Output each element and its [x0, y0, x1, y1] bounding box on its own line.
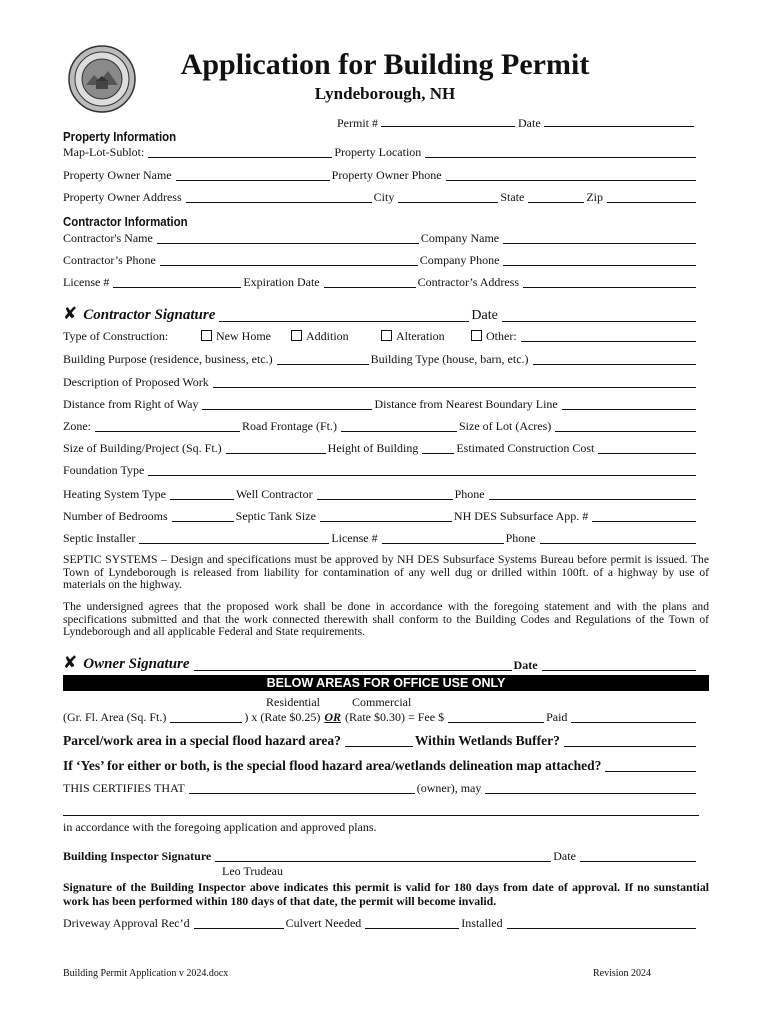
- heating-row: [63, 487, 698, 502]
- checkbox-icon: [381, 330, 392, 341]
- certifies-blank-line[interactable]: [63, 815, 699, 816]
- building-size-row: [63, 441, 698, 456]
- purpose-row: [63, 352, 698, 367]
- date-label: Date: [518, 116, 541, 130]
- distance-boundary-label: Distance from Nearest Boundary Line: [374, 397, 558, 411]
- area-field[interactable]: [170, 711, 242, 723]
- map-lot-field[interactable]: [148, 146, 332, 158]
- map-attached-label: If ‘Yes’ for either or both, is the special flood hazard area/wetlands delineation map attached?: [63, 758, 602, 773]
- lot-size-field[interactable]: [555, 420, 696, 432]
- residential-label: Residential: [266, 695, 320, 709]
- wetlands-label: Within Wetlands Buffer?: [414, 733, 560, 748]
- rate1-label: ) x (Rate $0.25): [244, 710, 321, 724]
- city-field[interactable]: [398, 191, 498, 203]
- distance-boundary-field[interactable]: [562, 398, 696, 410]
- owner-date-label: Date: [513, 658, 538, 672]
- description-label: Description of Proposed Work: [63, 375, 209, 389]
- well-label: Well Contractor: [235, 487, 313, 501]
- property-location-label: Property Location: [334, 145, 422, 159]
- contractor-name-field[interactable]: [157, 232, 419, 244]
- page-subtitle: Lyndeborough, NH: [314, 84, 456, 103]
- owner-address-label: Property Owner Address: [63, 190, 182, 204]
- office-use-banner: BELOW AREAS FOR OFFICE USE ONLY: [63, 675, 709, 691]
- certifies-row: [63, 781, 698, 796]
- contractor-phone-row: [63, 253, 698, 268]
- contractor-sig-date-label: Date: [471, 308, 498, 323]
- accordance-text: in accordance with the foregoing application and approved plans.: [63, 820, 377, 834]
- foundation-row: [63, 463, 698, 478]
- property-heading: Property Information: [63, 129, 177, 144]
- property-location-field[interactable]: [425, 146, 696, 158]
- contractor-phone-field[interactable]: [160, 254, 418, 266]
- owner-name-row: [63, 168, 698, 183]
- rate2-label: (Rate $0.30) = Fee $: [345, 710, 445, 724]
- company-phone-field[interactable]: [503, 254, 696, 266]
- city-label: City: [373, 190, 395, 204]
- septic-phone-label: Phone: [505, 531, 536, 545]
- contractor-phone-label: Contractor’s Phone: [63, 253, 156, 267]
- area-label: (Gr. Fl. Area (Sq. Ft.): [63, 710, 167, 724]
- permit-field[interactable]: [381, 115, 515, 127]
- agreement-notice: The undersigned agrees that the proposed work shall be done in accordance with the foregoing statement and with the plans and specifications submitted and that the work connected therewith shall conform to the Building Codes and Regulations of the Town of Lyndeborough and all applicable Federal and State requirements.: [63, 600, 709, 639]
- description-field[interactable]: [213, 376, 696, 388]
- heating-label: Heating System Type: [63, 487, 166, 501]
- checkbox-icon: [291, 330, 302, 341]
- permit-row: [337, 115, 694, 131]
- x-mark-icon: ✘: [63, 304, 78, 324]
- building-size-label: Size of Building/Project (Sq. Ft.): [63, 441, 222, 455]
- building-type-field[interactable]: [533, 353, 696, 365]
- certifies-owner-field[interactable]: [189, 782, 415, 794]
- owner-address-field[interactable]: [186, 191, 372, 203]
- certifies-label: THIS CERTIFIES THAT: [63, 781, 185, 795]
- bedrooms-row: [63, 509, 698, 524]
- flood-field[interactable]: [345, 735, 413, 747]
- owner-may-label: (owner), may: [416, 781, 482, 795]
- paid-field[interactable]: [571, 711, 696, 723]
- flood-label: Parcel/work area in a special flood hazard area?: [63, 733, 341, 748]
- height-label: Height of Building: [327, 441, 419, 455]
- commercial-label: Commercial: [352, 695, 412, 709]
- validity-notice: Signature of the Building Inspector above indicates this permit is valid for 180 days from date of approval. If no sunstantial work has been performed within 180 days of that date, the permit will become invalid.: [63, 880, 709, 908]
- road-frontage-label: Road Frontage (Ft.): [242, 419, 337, 433]
- septic-installer-label: Septic Installer: [63, 531, 136, 545]
- contractor-name-label: Contractor's Name: [63, 231, 153, 245]
- distance-row-field[interactable]: [202, 398, 372, 410]
- septic-license-label: License #: [331, 531, 378, 545]
- other-field[interactable]: [521, 330, 696, 342]
- or-label: OR: [324, 710, 341, 724]
- company-phone-label: Company Phone: [419, 253, 500, 267]
- septic-size-label: Septic Tank Size: [235, 509, 316, 523]
- contractor-heading: Contractor Information: [63, 214, 188, 229]
- construction-type-label: Type of Construction:: [63, 329, 169, 343]
- heating-field[interactable]: [170, 488, 234, 500]
- paid-label: Paid: [546, 710, 568, 724]
- option-new-home[interactable]: New Home: [201, 329, 291, 344]
- owner-date-field[interactable]: [542, 659, 696, 671]
- owner-phone-label: Property Owner Phone: [331, 168, 442, 182]
- owner-phone-field[interactable]: [446, 169, 696, 181]
- expiration-field[interactable]: [324, 276, 416, 288]
- certifies-may-field[interactable]: [485, 782, 696, 794]
- checkbox-icon: [471, 330, 482, 341]
- owner-name-field[interactable]: [176, 169, 330, 181]
- installed-label: Installed: [461, 916, 503, 930]
- septic-phone-field[interactable]: [540, 532, 696, 544]
- option-alteration[interactable]: Alteration: [381, 329, 471, 344]
- owner-signature-row: [63, 653, 698, 673]
- driveway-label: Driveway Approval Rec’d: [63, 916, 190, 930]
- driveway-row: [63, 916, 698, 931]
- zip-field[interactable]: [607, 191, 696, 203]
- fee-field[interactable]: [448, 711, 544, 723]
- culvert-label: Culvert Needed: [285, 916, 362, 930]
- foundation-field[interactable]: [148, 464, 696, 476]
- x-mark-icon: ✘: [63, 653, 78, 673]
- page-title: Application for Building Permit: [180, 48, 590, 81]
- description-row: [63, 375, 698, 390]
- septic-installer-field[interactable]: [139, 532, 329, 544]
- zip-label: Zip: [586, 190, 603, 204]
- owner-signature-field[interactable]: [194, 659, 512, 671]
- contractor-signature-row: [63, 304, 698, 324]
- license-label: License #: [63, 275, 110, 289]
- map-attached-row: [63, 758, 698, 774]
- license-field[interactable]: [113, 276, 241, 288]
- septic-size-field[interactable]: [320, 510, 452, 522]
- driveway-field[interactable]: [194, 917, 284, 929]
- purpose-label: Building Purpose (residence, business, etc.): [63, 352, 273, 366]
- expiration-label: Expiration Date: [243, 275, 320, 289]
- option-other[interactable]: Other:: [471, 329, 517, 344]
- septic-license-field[interactable]: [382, 532, 504, 544]
- installed-field[interactable]: [507, 917, 696, 929]
- wetlands-field[interactable]: [564, 735, 696, 747]
- culvert-field[interactable]: [365, 917, 459, 929]
- fee-row: [63, 710, 698, 725]
- well-phone-field[interactable]: [489, 488, 696, 500]
- inspector-date-label: Date: [553, 849, 576, 863]
- bedrooms-field[interactable]: [172, 510, 234, 522]
- inspector-signature-field[interactable]: [215, 850, 551, 862]
- contractor-sig-date-field[interactable]: [502, 310, 696, 322]
- inspector-signature-row: [63, 849, 698, 864]
- inspector-date-field[interactable]: [580, 850, 696, 862]
- state-label: State: [500, 190, 525, 204]
- map-lot-label: Map-Lot-Sublot:: [63, 145, 145, 159]
- zone-field[interactable]: [95, 420, 240, 432]
- zone-label: Zone:: [63, 419, 91, 433]
- license-row: [63, 275, 698, 290]
- option-addition[interactable]: Addition: [291, 329, 381, 344]
- well-phone-label: Phone: [454, 487, 485, 501]
- footer-left: Building Permit Application v 2024.docx: [63, 968, 229, 979]
- state-field[interactable]: [528, 191, 584, 203]
- footer-right: Revision 2024: [593, 968, 652, 979]
- road-frontage-field[interactable]: [341, 420, 457, 432]
- contractor-name-row: [63, 231, 698, 246]
- map-attached-field[interactable]: [605, 760, 696, 772]
- construction-type-row: [63, 329, 698, 344]
- owner-signature-label: Owner Signature: [83, 656, 190, 672]
- foundation-label: Foundation Type: [63, 463, 145, 477]
- inspector-name: Leo Trudeau: [222, 864, 283, 878]
- nhdes-label: NH DES Subsurface App. #: [453, 509, 589, 523]
- contractor-address-label: Contractor’s Address: [417, 275, 520, 289]
- septic-notice: SEPTIC SYSTEMS – Design and specifications must be approved by NH DES Subsurface Systems Bureau before permit is issued. The Town of Lyndeborough is released from liability for contamination of any well dug or drilled within 100ft. of a highway by use of materials on the highway.: [63, 553, 709, 592]
- well-field[interactable]: [317, 488, 453, 500]
- permit-label: Permit #: [337, 116, 378, 130]
- distance-row-label: Distance from Right of Way: [63, 397, 199, 411]
- bedrooms-label: Number of Bedrooms: [63, 509, 168, 523]
- contractor-signature-field[interactable]: [219, 310, 469, 322]
- lot-size-label: Size of Lot (Acres): [459, 419, 552, 433]
- flood-row: [63, 733, 698, 749]
- cost-field[interactable]: [598, 442, 696, 454]
- building-type-label: Building Type (house, barn, etc.): [370, 352, 529, 366]
- inspector-signature-label: Building Inspector Signature: [63, 849, 212, 863]
- septic-installer-row: [63, 531, 698, 546]
- company-name-field[interactable]: [503, 232, 696, 244]
- building-size-field[interactable]: [226, 442, 326, 454]
- distance-row: [63, 397, 698, 412]
- zone-row: [63, 419, 698, 434]
- checkbox-icon: [201, 330, 212, 341]
- height-field[interactable]: [422, 442, 454, 454]
- contractor-address-field[interactable]: [523, 276, 696, 288]
- company-name-label: Company Name: [420, 231, 500, 245]
- contractor-signature-label: Contractor Signature: [83, 307, 216, 323]
- cost-label: Estimated Construction Cost: [456, 441, 595, 455]
- owner-name-label: Property Owner Name: [63, 168, 172, 182]
- owner-address-row: [63, 190, 698, 205]
- map-lot-row: [63, 145, 698, 160]
- nhdes-field[interactable]: [592, 510, 696, 522]
- purpose-field[interactable]: [277, 353, 369, 365]
- date-field[interactable]: [544, 115, 694, 127]
